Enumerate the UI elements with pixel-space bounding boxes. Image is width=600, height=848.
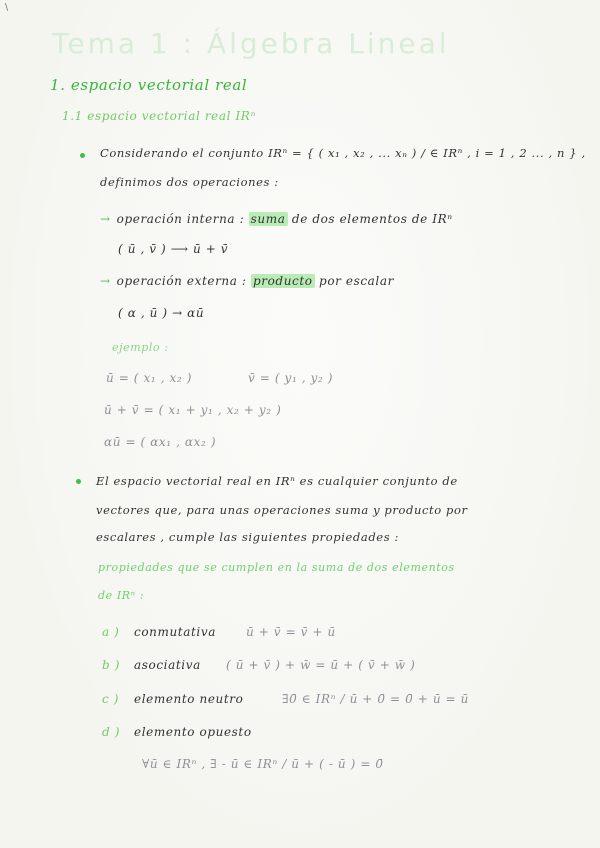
example-product: αū = ( αx₁ , αx₂ ): [104, 435, 217, 449]
corner-mark: \: [5, 3, 9, 13]
arrow-icon: →: [100, 274, 111, 288]
property-d-name: elemento opuesto: [134, 725, 252, 739]
properties-heading-2: de IRⁿ :: [98, 589, 145, 602]
property-c-name: elemento neutro: [134, 692, 244, 706]
subsection-heading: 1.1 espacio vectorial real IRⁿ: [62, 109, 256, 123]
internal-operation-formula: ( ū , v̄ ) ⟶ ū + v̄: [118, 242, 229, 256]
example-sum: ū + v̄ = ( x₁ + y₁ , x₂ + y₂ ): [104, 403, 282, 417]
property-b-label: b ): [102, 658, 120, 672]
arrow-icon: →: [100, 212, 111, 226]
property-d-label: d ): [102, 725, 120, 739]
property-c-formula: ∃0̄ ∈ IRⁿ / ū + 0̄ = 0̄ + ū = ū: [282, 692, 469, 706]
property-b-formula: ( ū + v̄ ) + w̄ = ū + ( v̄ + w̄ ): [226, 658, 416, 672]
page-title: Tema 1 : Álgebra Lineal: [52, 27, 450, 60]
external-operation-formula: ( α , ū ) → αū: [118, 306, 205, 320]
bullet-dot: [76, 479, 81, 484]
property-c-label: c ): [102, 692, 120, 706]
internal-operation-rest: de dos elementos de IRⁿ: [291, 212, 453, 226]
external-operation-label: operación externa :: [116, 274, 247, 288]
definition-line-2: vectores que, para unas operaciones suma y producto por: [96, 503, 468, 517]
example-u: ū = ( x₁ , x₂ ): [106, 371, 193, 385]
property-d-formula: ∀ū ∈ IRⁿ , ∃ - ū ∈ IRⁿ / ū + ( - ū ) = 0̄: [142, 757, 384, 771]
example-v: v̄ = ( y₁ , y₂ ): [248, 371, 334, 385]
definition-line-1: El espacio vectorial real en IRⁿ es cualquier conjunto de: [96, 474, 458, 488]
intro-line-1: Considerando el conjunto IRⁿ = { ( x₁ , x₂ , ... xₙ ) / ∈ IRⁿ , i = 1 , 2 ... , n } ,: [100, 146, 586, 160]
bullet-dot: [80, 153, 85, 158]
property-a-label: a ): [102, 625, 120, 639]
properties-heading-1: propiedades que se cumplen en la suma de dos elementos: [98, 561, 455, 574]
section-heading: 1. espacio vectorial real: [50, 76, 248, 94]
internal-operation-label: operación interna :: [116, 212, 245, 226]
internal-operation: [100, 213, 453, 225]
external-operation-rest: por escalar: [319, 274, 394, 288]
example-label: ejemplo :: [112, 341, 169, 354]
property-a-name: conmutativa: [134, 625, 216, 639]
external-operation: [100, 275, 394, 287]
highlight-suma: suma: [250, 212, 286, 226]
highlight-producto: producto: [252, 274, 313, 288]
intro-line-2: definimos dos operaciones :: [100, 175, 279, 189]
property-b-name: asociativa: [134, 658, 201, 672]
definition-line-3: escalares , cumple las siguientes propiedades :: [96, 530, 399, 544]
property-a-formula: ū + v̄ = v̄ + ū: [246, 625, 336, 639]
